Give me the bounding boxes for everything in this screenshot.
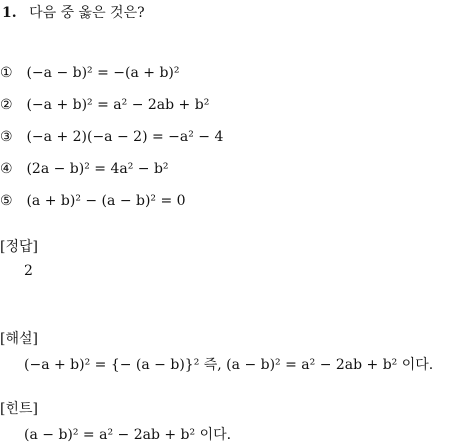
hint-label: [힌트] bbox=[0, 401, 38, 417]
question-text: 다음 중 옳은 것은? bbox=[29, 5, 145, 21]
choice-1[interactable] bbox=[0, 64, 180, 82]
answer-label: [정답] bbox=[0, 239, 38, 255]
answer-value: 2 bbox=[24, 263, 33, 279]
choice-mark: ④ bbox=[0, 161, 13, 177]
question-line bbox=[2, 4, 145, 22]
choice-2[interactable] bbox=[0, 96, 209, 114]
question-number: 1. bbox=[2, 5, 17, 21]
choice-mark: ③ bbox=[0, 129, 13, 145]
hint-text: (a − b)² = a² − 2ab + b² 이다. bbox=[24, 427, 232, 443]
choice-4[interactable] bbox=[0, 160, 169, 178]
choice-expr: (a + b)² − (a − b)² = 0 bbox=[26, 193, 186, 209]
choice-mark: ⑤ bbox=[0, 193, 13, 209]
explanation-label: [해설] bbox=[0, 331, 38, 347]
choice-mark: ② bbox=[0, 97, 13, 113]
choice-3[interactable] bbox=[0, 128, 223, 146]
choice-expr: (−a − b)² = −(a + b)² bbox=[26, 65, 180, 81]
explanation-text: (−a + b)² = {− (a − b)}² 즉, (a − b)² = a² − 2ab + b² 이다. bbox=[24, 357, 434, 373]
choice-5[interactable] bbox=[0, 192, 186, 210]
choice-expr: (−a + 2)(−a − 2) = −a² − 4 bbox=[26, 129, 224, 145]
choice-expr: (−a + b)² = a² − 2ab + b² bbox=[26, 97, 210, 113]
choice-mark: ① bbox=[0, 65, 13, 81]
choice-expr: (2a − b)² = 4a² − b² bbox=[26, 161, 169, 177]
